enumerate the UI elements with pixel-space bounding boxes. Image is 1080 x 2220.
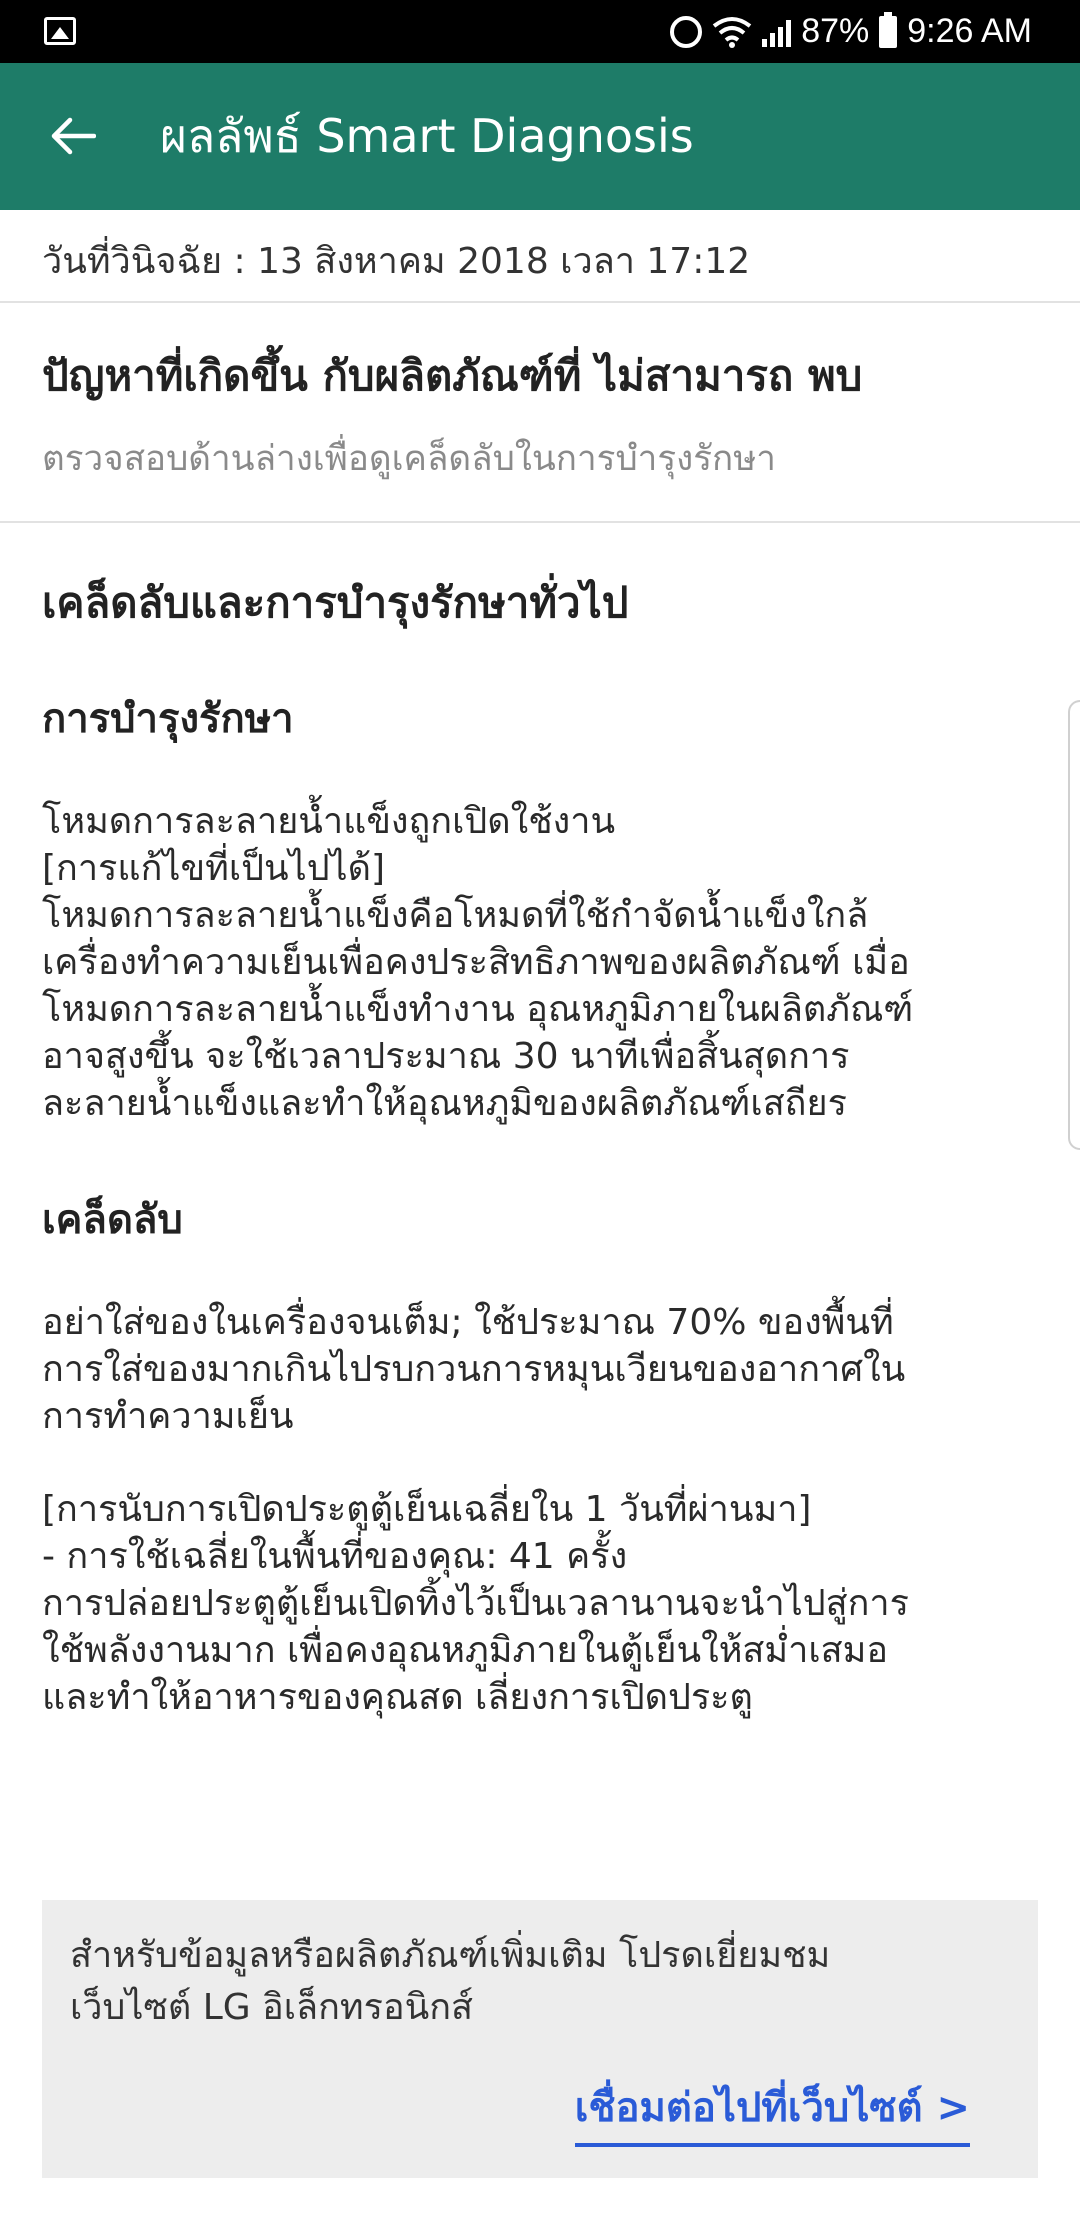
tips-content — [42, 570, 1038, 1721]
tip-text-1: อย่าใส่ของในเครื่องจนเต็ม; ใช้ประมาณ 70% ของพื้นที่ การใส่ของมากเกินไปรบกวนการหมุนเวียนของอากาศใน การทำความเย็น — [42, 1302, 906, 1437]
app-bar — [0, 63, 1080, 210]
wifi-icon — [712, 16, 752, 48]
status-bar — [0, 0, 1080, 63]
tip-title: เคล็ดลับ — [42, 1197, 183, 1243]
back-button[interactable] — [42, 105, 104, 167]
alarm-icon — [670, 16, 702, 48]
problem-subtext: ตรวจสอบด้านล่างเพื่อดูเคล็ดลับในการบำรุงรักษา — [42, 439, 776, 479]
tips-section-title: เคล็ดลับและการบำรุงรักษาทั่วไป — [42, 578, 629, 627]
page-title: ผลลัพธ์ Smart Diagnosis — [160, 109, 694, 163]
status-bar-right — [670, 0, 1032, 63]
maintenance-text: โหมดการละลายน้ำแข็งถูกเปิดใช้งาน [การแก้ไขที่เป็นไปได้] โหมดการละลายน้ำแข็งคือโหมดที่ใช้กำจัดน้ำแข็งใกล้ เครื่องทำความเย็นเพื่อคงประสิทธิภาพของผลิตภัณฑ์ เมื่อ โหมดการละลายน้ำแข็งทำงาน อุณหภูมิภายในผลิตภัณฑ์ อาจสูงขึ้น จะใช้เวลาประมาณ 30 นาทีเพื่อสิ้นสุดการ ละลายน้ำแข็งและทำให้อุณหภูมิของผลิตภัณฑ์เสถียร — [42, 801, 914, 1124]
website-info-text: สำหรับข้อมูลหรือผลิตภัณฑ์เพิ่มเติม โปรดเยี่ยมชม เว็บไซต์ LG อิเล็กทรอนิกส์ — [70, 1935, 831, 2028]
maintenance-title: การบำรุงรักษา — [42, 696, 294, 742]
diagnosis-date: วันที่วินิจฉัย : 13 สิงหาคม 2018 เวลา 17:12 — [42, 241, 751, 282]
website-info-box — [42, 1900, 1038, 2178]
problem-heading: ปัญหาที่เกิดขึ้น กับผลิตภัณฑ์ที่ ไม่สามารถ พบ — [42, 351, 863, 400]
edge-panel-handle[interactable] — [1068, 700, 1080, 1150]
clock: 9:26 AM — [907, 12, 1032, 50]
battery-percent: 87% — [801, 12, 870, 50]
problem-summary — [0, 303, 1080, 523]
arrow-left-icon — [50, 116, 96, 156]
image-icon — [44, 17, 76, 45]
diagnosis-date-row — [0, 210, 1080, 303]
signal-icon — [762, 17, 791, 47]
battery-icon — [879, 16, 897, 48]
tip-text-2: [การนับการเปิดประตูตู้เย็นเฉลี่ยใน 1 วันที่ผ่านมา] - การใช้เฉลี่ยในพื้นที่ของคุณ: 41 ครั้ง การปล่อยประตูตู้เย็นเปิดทิ้งไว้เป็นเวลานานจะนำไปสู่การ ใช้พลังงานมาก เพื่อคงอุณหภูมิภายในตู้เย็นให้สม่ำเสมอ และทำให้อาหารของคุณสด เลี่ยงการเปิดประตู — [42, 1489, 909, 1718]
website-link[interactable]: เชื่อมต่อไปที่เว็บไซต์ > — [575, 2075, 970, 2147]
